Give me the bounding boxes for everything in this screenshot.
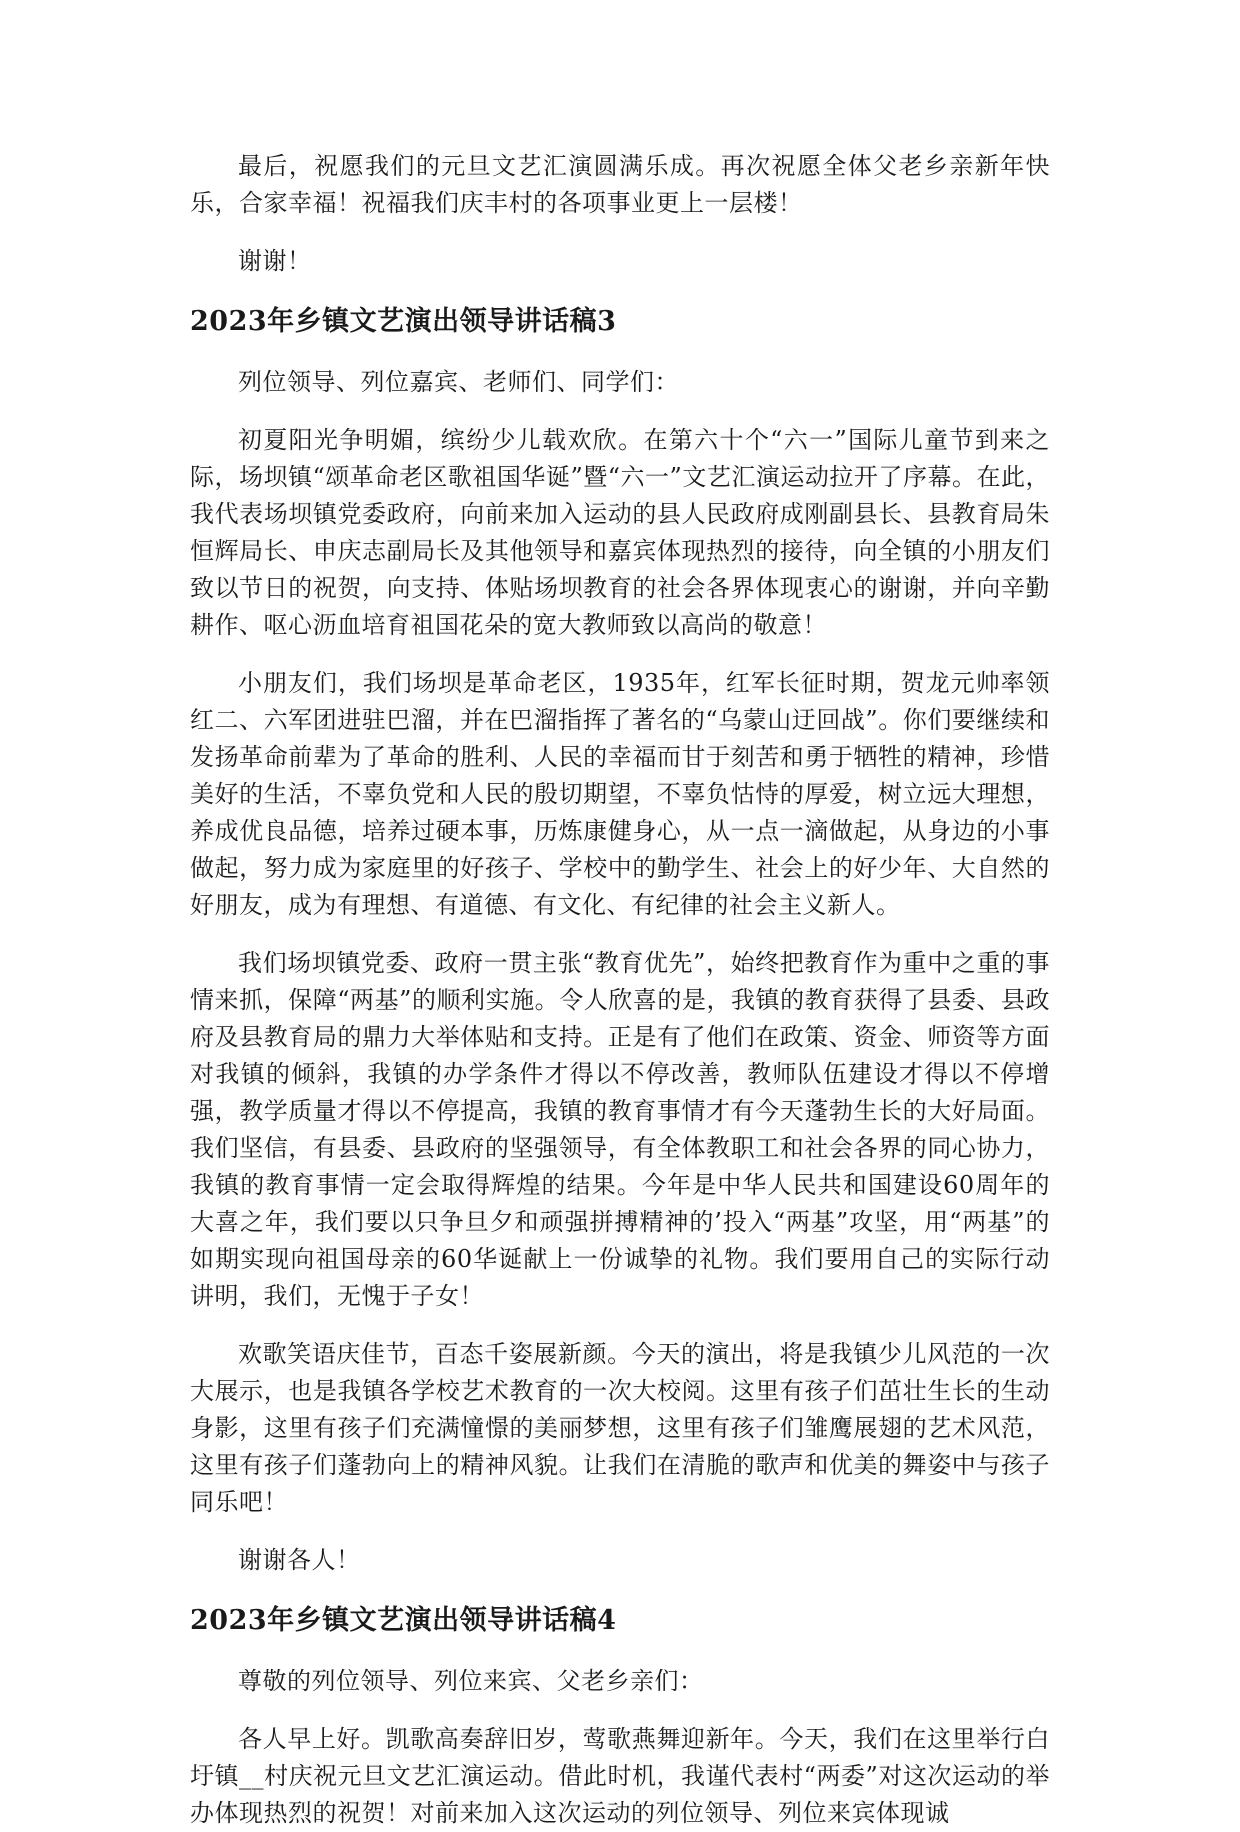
- body-paragraph: 各人早上好。凯歌高奏辞旧岁，莺歌燕舞迎新年。今天，我们在这里举行白圩镇__村庆祝元旦文艺汇演运动。借此时机，我谨代表村“两委”对这次运动的举办体现热烈的祝贺！对前来加入这次运动的列位领导、列位来宾体现诚: [190, 1725, 1050, 1827]
- salutation-paragraph: 尊敬的列位领导、列位来宾、父老乡亲们：: [238, 1667, 704, 1695]
- body-paragraph: 我们场坝镇党委、政府一贯主张“教育优先”，始终把教育作为重中之重的事情来抓，保障“两基”的顺利实施。令人欣喜的是，我镇的教育获得了县委、县政府及县教育局的鼎力大举体贴和支持。正是有了他们在政策、资金、师资等方面对我镇的倾斜，我镇的办学条件才得以不停改善，教师队伍建设才得以不停增强，教学质量才得以不停提高，我镇的教育事情才有今天蓬勃生长的大好局面。我们坚信，有县委、县政府的坚强领导，有全体教职工和社会各界的同心协力，我镇的教育事情一定会取得辉煌的结果。今年是中华人民共和国建设60周年的大喜之年，我们要以只争旦夕和顽强拼搏精神的’投入“两基”攻坚，用“两基”的如期实现向祖国母亲的60华诞献上一份诚挚的礼物。我们要用自己的实际行动讲明，我们，无愧于子女！: [190, 949, 1050, 1310]
- body-paragraph: 小朋友们，我们场坝是革命老区，1935年，红军长征时期，贺龙元帅率领红二、六军团进驻巴溜，并在巴溜指挥了著名的“乌蒙山迂回战”。你们要继续和发扬革命前辈为了革命的胜利、人民的幸福而甘于刻苦和勇于牺牲的精神，珍惜美好的生活，不辜负党和人民的殷切期望，不辜负怙恃的厚爱，树立远大理想，养成优良品德，培养过硬本事，历炼康健身心，从一点一滴做起，从身边的小事做起，努力成为家庭里的好孩子、学校中的勤学生、社会上的好少年、大自然的好朋友，成为有理想、有道德、有文化、有纪律的社会主义新人。: [190, 669, 1050, 919]
- body-paragraph: 欢歌笑语庆佳节，百态千姿展新颜。今天的演出，将是我镇少儿风范的一次大展示，也是我镇各学校艺术教育的一次大校阅。这里有孩子们茁壮生长的生动身影，这里有孩子们充满憧憬的美丽梦想，这里有孩子们雏鹰展翅的艺术风范，这里有孩子们蓬勃向上的精神风貌。让我们在清脆的歌声和优美的舞姿中与孩子同乐吧！: [190, 1340, 1050, 1516]
- thanks-paragraph: 谢谢各人！: [238, 1546, 361, 1574]
- salutation-paragraph: 列位领导、列位嘉宾、老师们、同学们：: [238, 368, 679, 396]
- thanks-paragraph: 谢谢！: [238, 247, 312, 275]
- section-heading-4: 2023年乡镇文艺演出领导讲话稿4: [190, 1605, 617, 1636]
- body-paragraph: 初夏阳光争明媚，缤纷少儿载欢欣。在第六十个“六一”国际儿童节到来之际，场坝镇“颂革命老区歌祖国华诞”暨“六一”文艺汇演运动拉开了序幕。在此，我代表场坝镇党委政府，向前来加入运动的县人民政府成刚副县长、县教育局朱恒辉局长、申庆志副局长及其他领导和嘉宾体现热烈的接待，向全镇的小朋友们致以节日的祝贺，向支持、体贴场坝教育的社会各界体现衷心的谢谢，并向辛勤耕作、呕心沥血培育祖国花朵的宽大教师致以高尚的敬意！: [190, 426, 1050, 639]
- closing-wishes-paragraph: 最后，祝愿我们的元旦文艺汇演圆满乐成。再次祝愿全体父老乡亲新年快乐，合家幸福！祝福我们庆丰村的各项事业更上一层楼！: [190, 152, 1050, 217]
- section-heading-3: 2023年乡镇文艺演出领导讲话稿3: [190, 306, 617, 337]
